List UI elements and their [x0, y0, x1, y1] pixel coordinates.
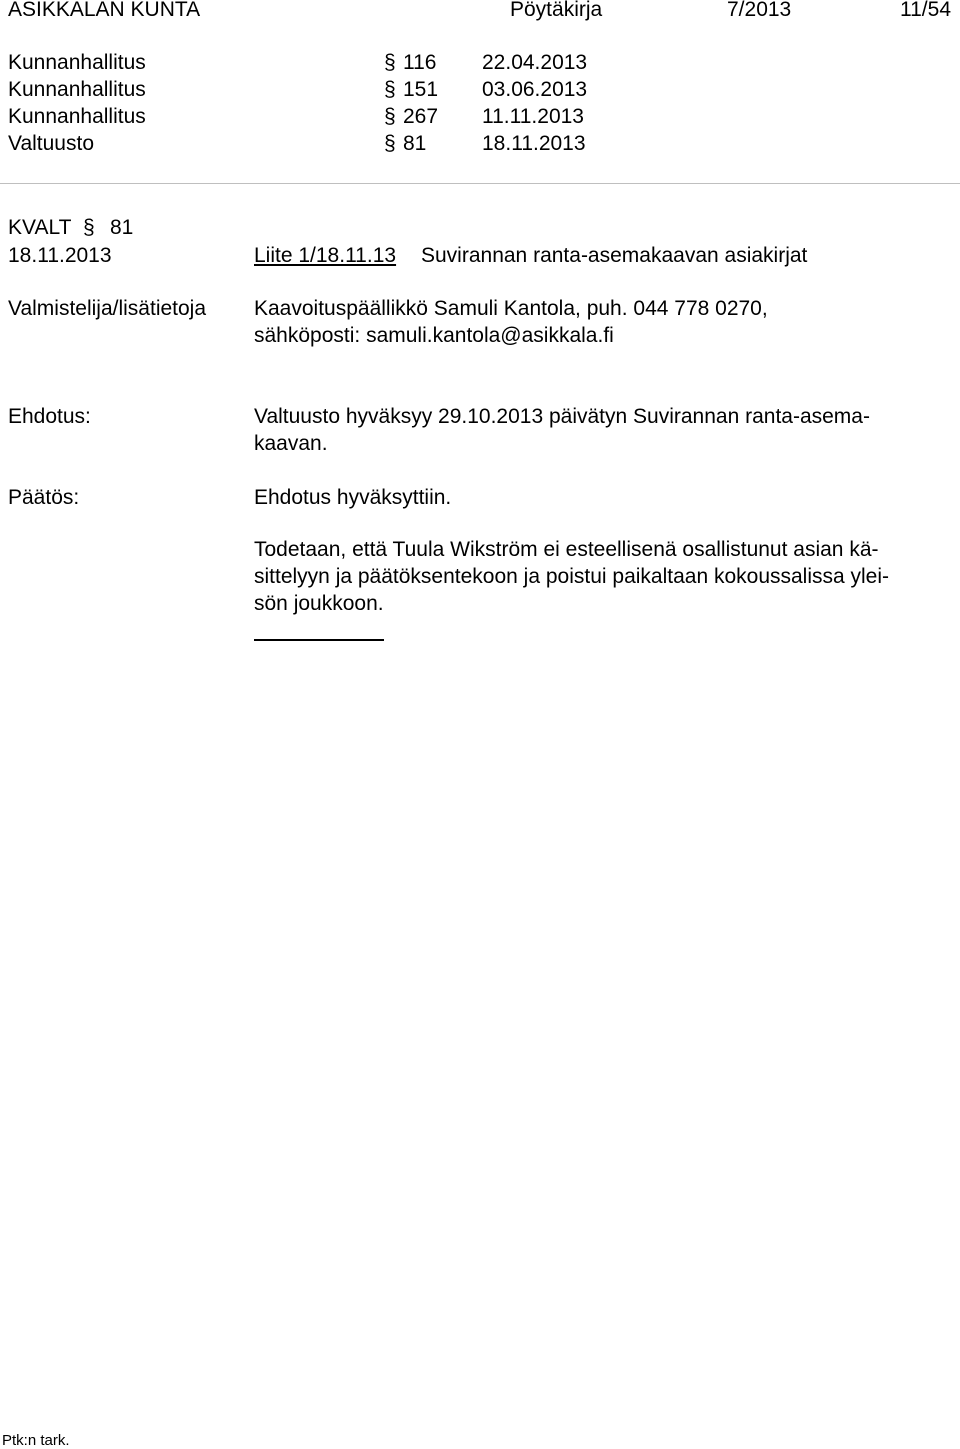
page-number: 11/54	[900, 0, 951, 21]
history-number: 267	[403, 105, 439, 128]
history-number: 116	[403, 51, 437, 74]
attachment-link[interactable]: Liite 1/18.11.13	[254, 244, 397, 267]
section-symbol-icon: §	[83, 216, 95, 239]
proposal-text-line: Valtuusto hyväksyy 29.10.2013 päivätyn Suvirannan ranta-asema-	[254, 405, 870, 428]
item-number: 81	[110, 216, 134, 239]
history-body: Kunnanhallitus	[8, 105, 146, 128]
item-title: Suvirannan ranta-asemakaavan asiakirjat	[421, 244, 808, 267]
item-date: 18.11.2013	[8, 244, 112, 267]
end-rule	[254, 639, 384, 641]
document-type: Pöytäkirja	[510, 0, 603, 21]
history-date: 22.04.2013	[482, 51, 588, 74]
history-number: 81	[403, 132, 427, 155]
decision-text: Ehdotus hyväksyttiin.	[254, 486, 452, 509]
section-symbol-icon: §	[384, 132, 396, 155]
municipality-name: ASIKKALAN KUNTA	[8, 0, 201, 21]
decision-note-line: sittelyyn ja päätöksentekoon ja poistui paikaltaan kokoussalissa ylei-	[254, 565, 890, 588]
footer-inspection-label: Ptk:n tark.	[2, 1432, 70, 1449]
preparer-contact: Kaavoituspäällikkö Samuli Kantola, puh. 044 778 0270,	[254, 297, 768, 320]
decision-note-line: sön joukkoon.	[254, 592, 384, 615]
decision-note-line: Todetaan, että Tuula Wikström ei esteellisenä osallistunut asian kä-	[254, 538, 879, 561]
section-divider	[0, 183, 960, 184]
section-symbol-icon: §	[384, 105, 396, 128]
history-date: 11.11.2013	[482, 105, 584, 128]
section-symbol-icon: §	[384, 51, 396, 74]
history-body: Valtuusto	[8, 132, 94, 155]
history-date: 03.06.2013	[482, 78, 588, 101]
history-date: 18.11.2013	[482, 132, 586, 155]
decision-label: Päätös:	[8, 486, 80, 509]
history-number: 151	[403, 78, 439, 101]
document-number: 7/2013	[727, 0, 792, 21]
section-symbol-icon: §	[384, 78, 396, 101]
history-body: Kunnanhallitus	[8, 51, 146, 74]
proposal-text-line: kaavan.	[254, 432, 328, 455]
preparer-email: sähköposti: samuli.kantola@asikkala.fi	[254, 324, 614, 347]
history-body: Kunnanhallitus	[8, 78, 146, 101]
item-code: KVALT	[8, 216, 72, 239]
proposal-label: Ehdotus:	[8, 405, 91, 428]
preparer-label: Valmistelija/lisätietoja	[8, 297, 207, 320]
